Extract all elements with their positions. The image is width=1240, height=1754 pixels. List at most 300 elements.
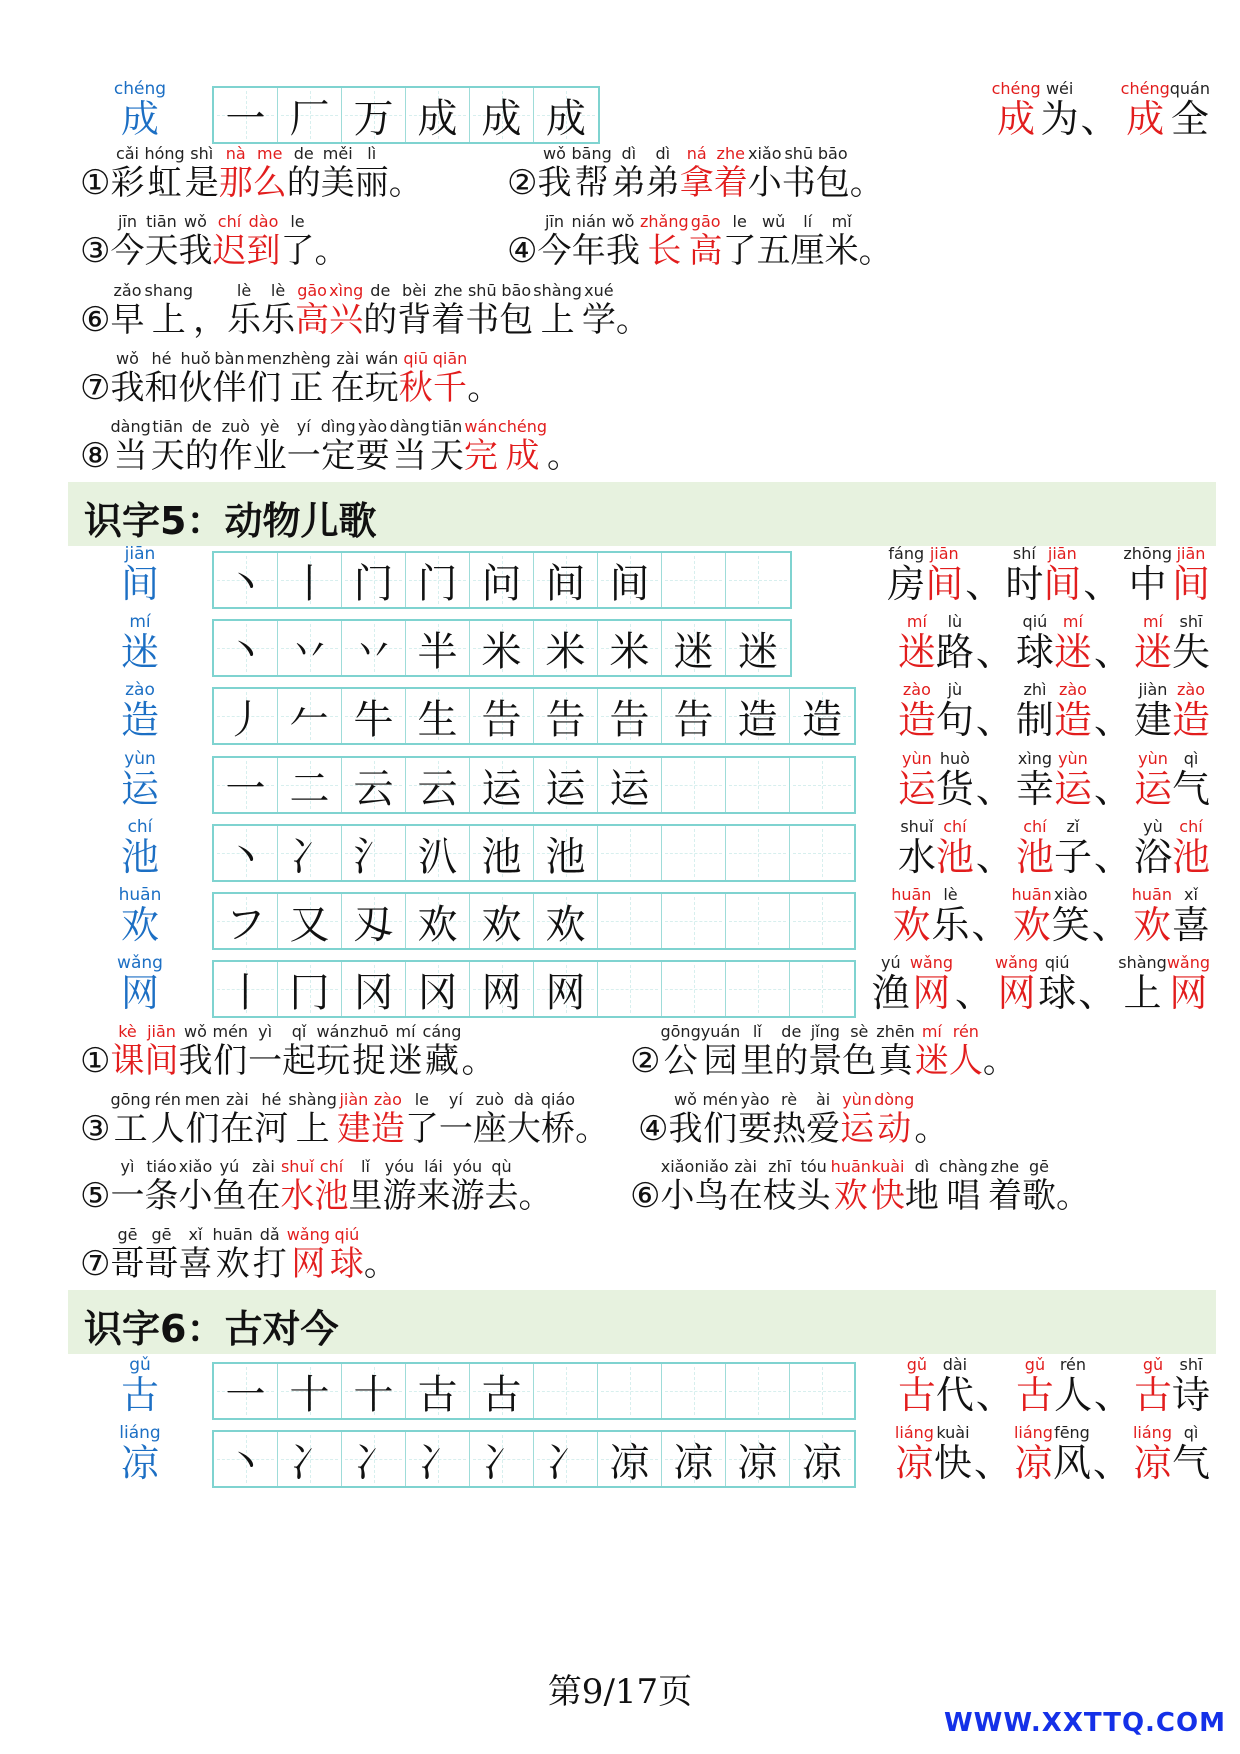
char-pinyin: mén (702, 1090, 739, 1109)
char-pinyin: hé (151, 349, 172, 368)
char-hanzi: 伴 (212, 368, 247, 408)
sentence-char (660, 1023, 700, 1081)
word-pinyin: zǐ (1066, 817, 1080, 836)
char-pinyin: qiān (432, 349, 468, 368)
char-pinyin (314, 213, 348, 231)
word-char (887, 545, 925, 605)
stroke-order-grid (212, 960, 856, 1018)
sentence-char (212, 350, 246, 408)
grid-cell (662, 1432, 726, 1486)
sentence-char (282, 350, 331, 408)
stroke-step: 成 (481, 95, 522, 142)
sentence-number-spacer (638, 1091, 668, 1109)
main-character-hanzi: 造 (120, 698, 159, 742)
char-pinyin: ài (815, 1090, 831, 1109)
sentence-char (248, 1023, 282, 1081)
example-sentence (630, 1023, 1017, 1081)
stroke-step: 丷 (353, 628, 394, 675)
word-hanzi: 迷 (897, 630, 936, 674)
char-pinyin: chàng (938, 1157, 988, 1176)
char-pinyin: dàng (389, 417, 430, 436)
stroke-step: 冫 (289, 833, 330, 880)
word-pinyin: chéng (1120, 79, 1170, 98)
char-pinyin: hóng (144, 144, 185, 163)
word-examples (898, 818, 1210, 878)
grid-cell (534, 689, 598, 743)
grid-cell (662, 758, 726, 812)
word-examples (898, 750, 1210, 810)
sentence-char (110, 1091, 150, 1149)
char-hanzi: 动 (877, 1109, 912, 1149)
word-hanzi: 失 (1171, 630, 1210, 674)
char-pinyin: dàng (110, 417, 151, 436)
word-pinyin: chí (1023, 817, 1047, 836)
word-pinyin: fáng (888, 544, 925, 563)
grid-cell (598, 621, 662, 675)
char-pinyin: dòng (874, 1090, 915, 1109)
char-hanzi: 上 (295, 1109, 330, 1149)
sentence-char (606, 213, 640, 271)
word-pinyin: xiào (1053, 885, 1088, 904)
grid-cell (598, 758, 662, 812)
stroke-step: 迷 (738, 628, 778, 675)
char-pinyin: gē (151, 1225, 172, 1244)
word-char (898, 818, 936, 878)
char-hanzi: 是 (184, 163, 219, 203)
char-pinyin: wán (316, 1022, 350, 1041)
char-pinyin: shū (784, 144, 814, 163)
char-pinyin: qǐ (291, 1022, 307, 1041)
stroke-order-grid (212, 1362, 856, 1420)
word-pinyin: wéi (1045, 79, 1074, 98)
char-pinyin: gōng (110, 1090, 151, 1109)
word-separator: 、 (1078, 971, 1117, 1015)
sentence-char (295, 282, 329, 340)
word-pinyin: jiàn (1138, 680, 1168, 699)
stroke-order-grid (212, 86, 600, 144)
example-sentence (80, 1158, 552, 1216)
sentence-char (840, 1091, 874, 1149)
char-hanzi: 热 (772, 1109, 807, 1149)
char-pinyin: lǐ (752, 1022, 762, 1041)
sentence-char (640, 213, 689, 271)
word-char (872, 954, 910, 1014)
stroke-step: 欢 (417, 901, 458, 948)
char-pinyin: lái (424, 1157, 443, 1176)
char-pinyin: shàng (533, 281, 582, 300)
stroke-step: 丶 (225, 1439, 266, 1486)
stroke-step: 告 (609, 696, 650, 743)
word-char (895, 1424, 934, 1484)
char-hanzi: 起 (282, 1041, 317, 1081)
grid-cell (534, 1432, 598, 1486)
char-pinyin: yí (296, 417, 311, 436)
word-char (1038, 954, 1076, 1014)
stroke-step: 一 (225, 1371, 266, 1418)
char-hanzi: 迟 (212, 231, 247, 271)
char-pinyin: mí (921, 1022, 942, 1041)
main-character-hanzi: 间 (120, 562, 159, 606)
sentence-char (389, 145, 423, 203)
stroke-step: 丶 (225, 628, 266, 675)
grid-cell (790, 689, 854, 743)
char-pinyin (850, 145, 884, 163)
char-hanzi: 秋 (398, 368, 433, 408)
char-pinyin: jīn (117, 212, 137, 231)
char-pinyin: tiān (152, 417, 184, 436)
word-pinyin: qì (1183, 1423, 1199, 1442)
grid-cell (662, 1364, 726, 1418)
char-hanzi: 。 (914, 1109, 949, 1149)
stroke-step: 米 (545, 628, 586, 675)
word-char (934, 1424, 972, 1484)
grid-cell (790, 894, 854, 948)
char-hanzi: 的 (286, 163, 321, 203)
char-hanzi: 们 (703, 1109, 738, 1149)
stroke-step: 造 (737, 696, 778, 743)
sentence-number (80, 282, 110, 340)
char-hanzi: 哥 (110, 1244, 145, 1284)
char-hanzi: 里 (740, 1041, 775, 1081)
word-hanzi: 中 (1128, 562, 1167, 606)
grid-cell (598, 894, 662, 948)
char-pinyin: bāng (571, 144, 612, 163)
sentence-char (331, 350, 365, 408)
word-hanzi: 诗 (1171, 1373, 1210, 1417)
char-hanzi: 当 (392, 436, 427, 476)
grid-cell (342, 826, 406, 880)
sentence-char (144, 350, 178, 408)
word-char (1172, 681, 1210, 741)
example-sentence (80, 1226, 398, 1284)
word-char (1011, 886, 1051, 946)
word-hanzi: 运 (897, 767, 936, 811)
char-hanzi: 作 (218, 436, 253, 476)
grid-cell (470, 621, 534, 675)
char-hanzi: 上 (540, 300, 575, 340)
sentence-number-label: ⑤ (80, 1176, 111, 1216)
word-hanzi: 喜 (1171, 903, 1210, 947)
char-hanzi: 包 (815, 163, 850, 203)
sentence-char (246, 1158, 280, 1216)
main-character (100, 1356, 180, 1416)
grid-cell (470, 1432, 534, 1486)
sentence-char (110, 213, 144, 271)
char-hanzi: 建 (336, 1109, 371, 1149)
sentence-number-label: ⑦ (80, 1244, 111, 1284)
word-separator: 、 (1093, 630, 1132, 674)
word-char (1172, 545, 1210, 605)
stroke-step: 古 (481, 1371, 522, 1418)
sentence-number-spacer (80, 350, 110, 368)
sentence-char (287, 418, 321, 476)
word-hanzi: 幸 (1015, 767, 1054, 811)
char-hanzi: 里 (348, 1176, 383, 1216)
char-hanzi: 打 (252, 1244, 287, 1284)
sentence-number (80, 1091, 110, 1149)
grid-cell (470, 689, 534, 743)
word-pinyin: qiú (1044, 953, 1070, 972)
char-pinyin: chéng (497, 417, 547, 436)
stroke-step: 网 (545, 969, 586, 1016)
word-char (898, 613, 936, 673)
char-hanzi: 。 (363, 1244, 398, 1284)
word-char (1134, 1356, 1172, 1416)
char-hanzi: 今 (537, 231, 572, 271)
sentence-char (914, 1091, 948, 1149)
char-pinyin: wǒ (674, 1090, 697, 1109)
char-hanzi: 的 (184, 436, 219, 476)
sentence-char (280, 1158, 314, 1216)
word-char (995, 954, 1038, 1014)
word-hanzi: 球 (1038, 971, 1077, 1015)
grid-cell (214, 621, 278, 675)
sentence-char (571, 213, 606, 271)
stroke-step: 欢 (545, 901, 586, 948)
word-char (1016, 681, 1054, 741)
sentence-char (185, 145, 219, 203)
char-hanzi: 水 (280, 1176, 315, 1216)
char-hanzi: 球 (329, 1244, 364, 1284)
char-hanzi: 玩 (364, 368, 399, 408)
word-pinyin: jù (947, 680, 963, 699)
char-hanzi: 虹 (147, 163, 182, 203)
main-character-hanzi: 运 (120, 767, 159, 811)
char-pinyin: cǎi (115, 144, 139, 163)
stroke-step: 十 (353, 1371, 394, 1418)
char-hanzi: 帮 (574, 163, 609, 203)
word-pinyin: liáng (894, 1423, 934, 1442)
grid-cell (342, 962, 406, 1016)
grid-cell (278, 621, 342, 675)
word-hanzi: 凉 (1014, 1441, 1053, 1485)
stroke-step: 凉 (673, 1439, 714, 1486)
grid-cell (790, 962, 854, 1016)
word-hanzi: 全 (1170, 97, 1209, 141)
char-pinyin: mí (395, 1022, 416, 1041)
char-hanzi: 唱 (946, 1176, 981, 1216)
sentence-char (144, 145, 184, 203)
char-hanzi: 到 (246, 231, 281, 271)
char-hanzi: 业 (252, 436, 287, 476)
char-hanzi: 在 (246, 1176, 281, 1216)
char-pinyin: xǐ (188, 1225, 203, 1244)
sentence-char (905, 1158, 939, 1216)
sentence-char (850, 145, 884, 203)
word-pinyin: huān (1011, 885, 1052, 904)
watermark: WWW.XXTTQ.COM (944, 1708, 1226, 1738)
word-separator: 、 (975, 698, 1014, 742)
word-pinyin: wǎng (995, 953, 1039, 972)
sentence-char (757, 213, 791, 271)
grid-cell (534, 826, 598, 880)
word-hanzi: 凉 (1133, 1441, 1172, 1485)
char-hanzi: 完 (463, 436, 498, 476)
word-pinyin: gǔ (906, 1355, 928, 1374)
main-character (100, 681, 180, 741)
sentence-number-label: ② (507, 163, 538, 203)
char-pinyin: bàn (214, 349, 245, 368)
grid-cell (662, 962, 726, 1016)
word-hanzi: 乐 (931, 903, 970, 947)
stroke-step: 云 (353, 765, 394, 812)
sentence-char (321, 145, 355, 203)
word-pinyin: xìng (1017, 749, 1053, 768)
main-character (100, 1424, 180, 1484)
char-hanzi: 一 (286, 436, 321, 476)
word-pinyin: zào (902, 680, 931, 699)
char-pinyin: xiǎo (178, 1157, 213, 1176)
word-separator: 、 (955, 971, 994, 1015)
stroke-step: 成 (546, 95, 586, 142)
sentence-char (431, 282, 465, 340)
sentence-char (144, 1023, 178, 1081)
word-hanzi: 上 (1123, 971, 1162, 1015)
sentence-char (694, 1158, 728, 1216)
char-pinyin: bāo (817, 144, 848, 163)
char-hanzi: 条 (144, 1176, 179, 1216)
char-hanzi: 爱 (806, 1109, 841, 1149)
sentence-char (390, 418, 430, 476)
word-hanzi: 池 (935, 835, 974, 879)
char-hanzi: 迷 (914, 1041, 949, 1081)
char-hanzi: 我 (606, 231, 641, 271)
sentence-char (364, 1226, 398, 1284)
char-row (0, 545, 1240, 609)
word-char (1054, 818, 1092, 878)
main-character-pinyin: gǔ (129, 1355, 151, 1375)
stroke-step: 问 (481, 560, 522, 607)
grid-cell (406, 758, 470, 812)
sentence-number-label: ⑧ (80, 436, 111, 476)
word-hanzi: 人 (1053, 1373, 1092, 1417)
char-hanzi: 弟 (611, 163, 646, 203)
char-hanzi: 欢 (215, 1244, 250, 1284)
sentence-char (212, 213, 246, 271)
word-char (1016, 818, 1054, 878)
char-hanzi: 包 (499, 300, 534, 340)
word-pinyin: yù (1143, 817, 1163, 836)
char-pinyin: huān (212, 1225, 253, 1244)
char-hanzi: 。 (575, 1109, 610, 1149)
char-pinyin: wǒ (116, 349, 139, 368)
char-pinyin: dǎ (259, 1225, 280, 1244)
stroke-step: 运 (481, 765, 522, 812)
sentence-char (144, 1226, 178, 1284)
word-pinyin: kuài (936, 1423, 970, 1442)
sentence-char (499, 282, 533, 340)
sentence-char (151, 1091, 185, 1149)
sentence-char (316, 1023, 350, 1081)
char-hanzi: 要 (355, 436, 390, 476)
char-pinyin: tiáo (146, 1157, 177, 1176)
grid-cell (214, 894, 278, 948)
stroke-step: 门 (353, 560, 394, 607)
stroke-step: 丶 (225, 833, 266, 880)
char-pinyin: me (257, 144, 283, 163)
word-pinyin: huān (891, 885, 932, 904)
char-pinyin: yí (448, 1090, 463, 1109)
word-pinyin: yú (881, 953, 901, 972)
sentence-number-spacer (80, 418, 110, 436)
word-char (936, 818, 974, 878)
word-pinyin: zhì (1023, 680, 1047, 699)
sentence-char (988, 1158, 1022, 1216)
word-char (936, 750, 974, 810)
grid-cell (726, 758, 790, 812)
char-pinyin: gē (117, 1225, 138, 1244)
char-hanzi: 人 (150, 1109, 185, 1149)
grid-cell (214, 826, 278, 880)
sentence-char (738, 1091, 772, 1149)
sentence-number (630, 1023, 660, 1081)
word-pinyin: shí (1012, 544, 1036, 563)
char-hanzi: 着 (987, 1176, 1022, 1216)
sentence-number (80, 350, 110, 408)
sentence-char (382, 1158, 416, 1216)
char-hanzi: 和 (144, 368, 179, 408)
sentence-number-spacer (80, 282, 110, 300)
sentence-char (797, 1158, 831, 1216)
char-pinyin (616, 282, 650, 300)
grid-cell (470, 1364, 534, 1418)
grid-cell (342, 1432, 406, 1486)
char-hanzi: 。 (467, 368, 502, 408)
char-pinyin: yóu (384, 1157, 415, 1176)
char-pinyin: yóu (452, 1157, 483, 1176)
grid-cell (598, 1432, 662, 1486)
sentence-char (110, 418, 150, 476)
char-hanzi: 高 (688, 231, 723, 271)
char-pinyin: yùn (842, 1090, 872, 1109)
main-character-pinyin: liáng (119, 1423, 161, 1443)
stroke-step: 丨 (225, 969, 266, 1016)
sentence-char (178, 350, 212, 408)
sentence-char (110, 350, 144, 408)
char-pinyin (467, 350, 501, 368)
sentence-char (314, 213, 348, 271)
char-pinyin: yú (219, 1157, 240, 1176)
sentence-char (416, 1158, 450, 1216)
char-pinyin: zài (336, 349, 360, 368)
main-character (100, 818, 180, 878)
grid-cell (598, 962, 662, 1016)
main-character (100, 613, 180, 673)
sentence-char (723, 213, 757, 271)
grid-cell (534, 894, 598, 948)
char-pinyin: yè (260, 417, 280, 436)
char-pinyin: zài (252, 1157, 275, 1176)
grid-cell (470, 553, 534, 607)
stroke-step: 造 (802, 696, 842, 743)
stroke-step: 迷 (673, 628, 714, 675)
char-pinyin: men (246, 349, 283, 368)
word-hanzi: 古 (897, 1373, 936, 1417)
char-pinyin: lì (367, 144, 377, 163)
char-pinyin: niǎo (694, 1157, 729, 1176)
sentence-char (261, 282, 295, 340)
stroke-step: 网 (481, 969, 522, 1016)
char-row (0, 1424, 1240, 1488)
stroke-step: 凉 (737, 1439, 778, 1486)
char-pinyin: nà (225, 144, 246, 163)
example-sentence (80, 145, 423, 203)
char-pinyin: dì (655, 144, 671, 163)
sentence-char (439, 1091, 473, 1149)
sentence-char (461, 1023, 495, 1081)
word-pinyin: shàng (1118, 953, 1167, 972)
sentence-char (871, 1158, 905, 1216)
